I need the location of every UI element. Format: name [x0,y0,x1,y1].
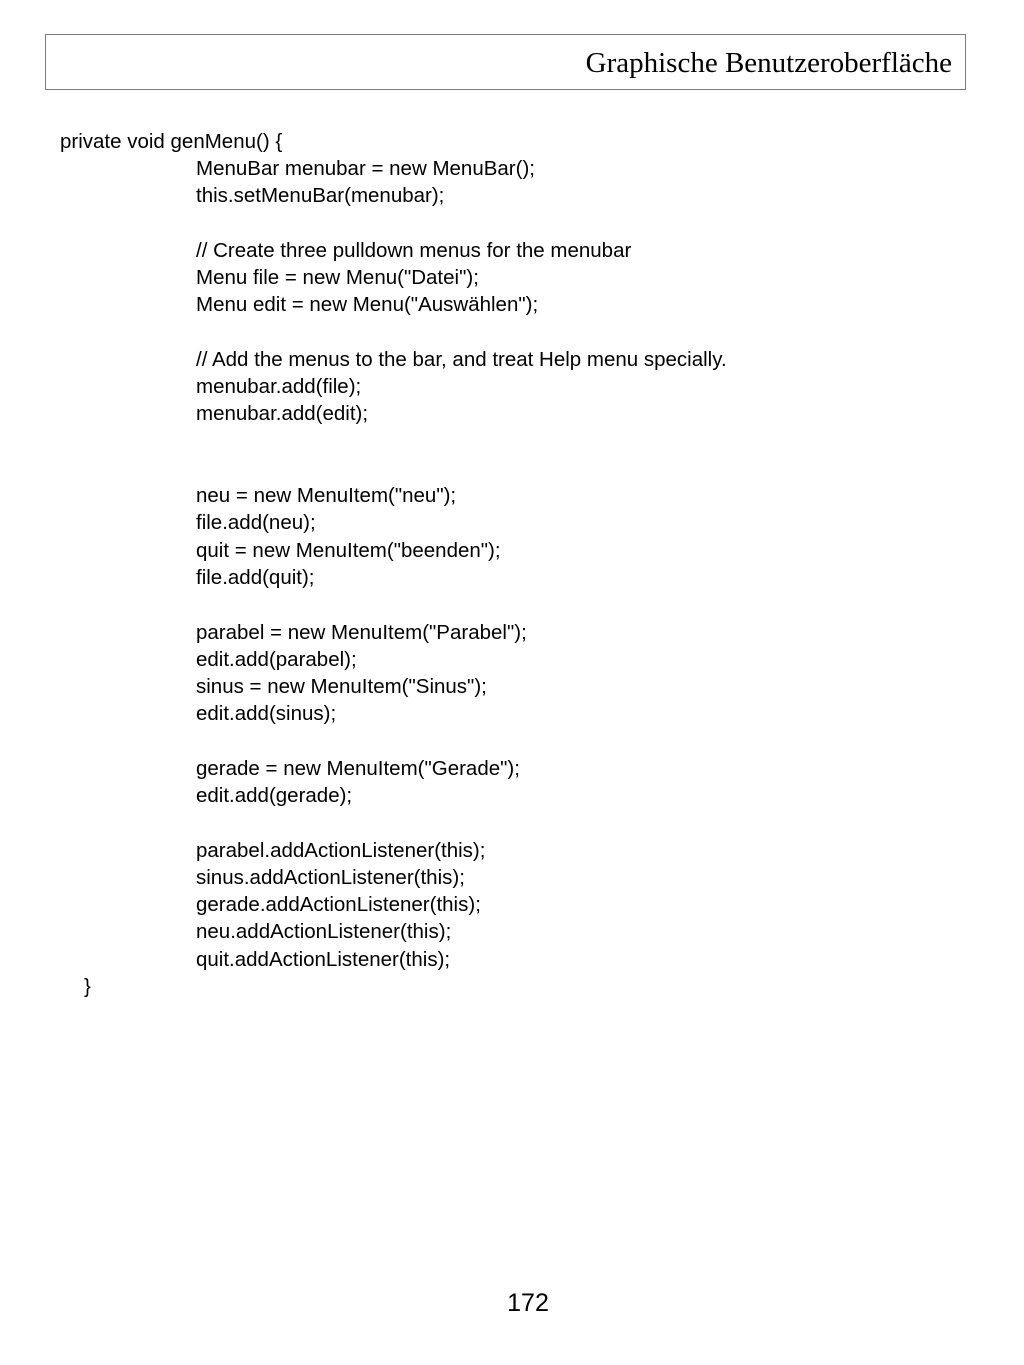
code-comment: // Create three pulldown menus for the menubar [196,239,632,262]
code-line: sinus = new MenuItem("Sinus"); [196,675,487,698]
code-line: edit.add(gerade); [196,784,353,807]
code-line: menubar.add(edit); [196,402,369,425]
code-line: quit.addActionListener(this); [196,948,451,971]
code-line: Menu file = new Menu("Datei"); [196,266,479,289]
code-line: parabel = new MenuItem("Parabel"); [196,621,527,644]
code-line: menubar.add(file); [196,375,362,398]
page-number: 172 [507,1289,549,1317]
code-closing-brace: } [84,975,91,998]
slide-title: Graphische Benutzeroberfläche [585,47,952,79]
code-line: gerade.addActionListener(this); [196,893,481,916]
code-comment: // Add the menus to the bar, and treat Help menu specially. [196,348,727,371]
code-line: edit.add(sinus); [196,702,337,725]
code-line: gerade = new MenuItem("Gerade"); [196,757,520,780]
slide-header [45,34,966,90]
code-line: parabel.addActionListener(this); [196,839,486,862]
code-line: Menu edit = new Menu("Auswählen"); [196,293,539,316]
code-line: MenuBar menubar = new MenuBar(); [196,157,535,180]
code-method-signature: private void genMenu() { [60,130,283,153]
code-line: file.add(neu); [196,511,316,534]
code-line: file.add(quit); [196,566,315,589]
code-line: neu.addActionListener(this); [196,920,452,943]
code-line: this.setMenuBar(menubar); [196,184,445,207]
code-line: neu = new MenuItem("neu"); [196,484,457,507]
code-line: quit = new MenuItem("beenden"); [196,539,501,562]
code-line: edit.add(parabel); [196,648,357,671]
code-line: sinus.addActionListener(this); [196,866,465,889]
